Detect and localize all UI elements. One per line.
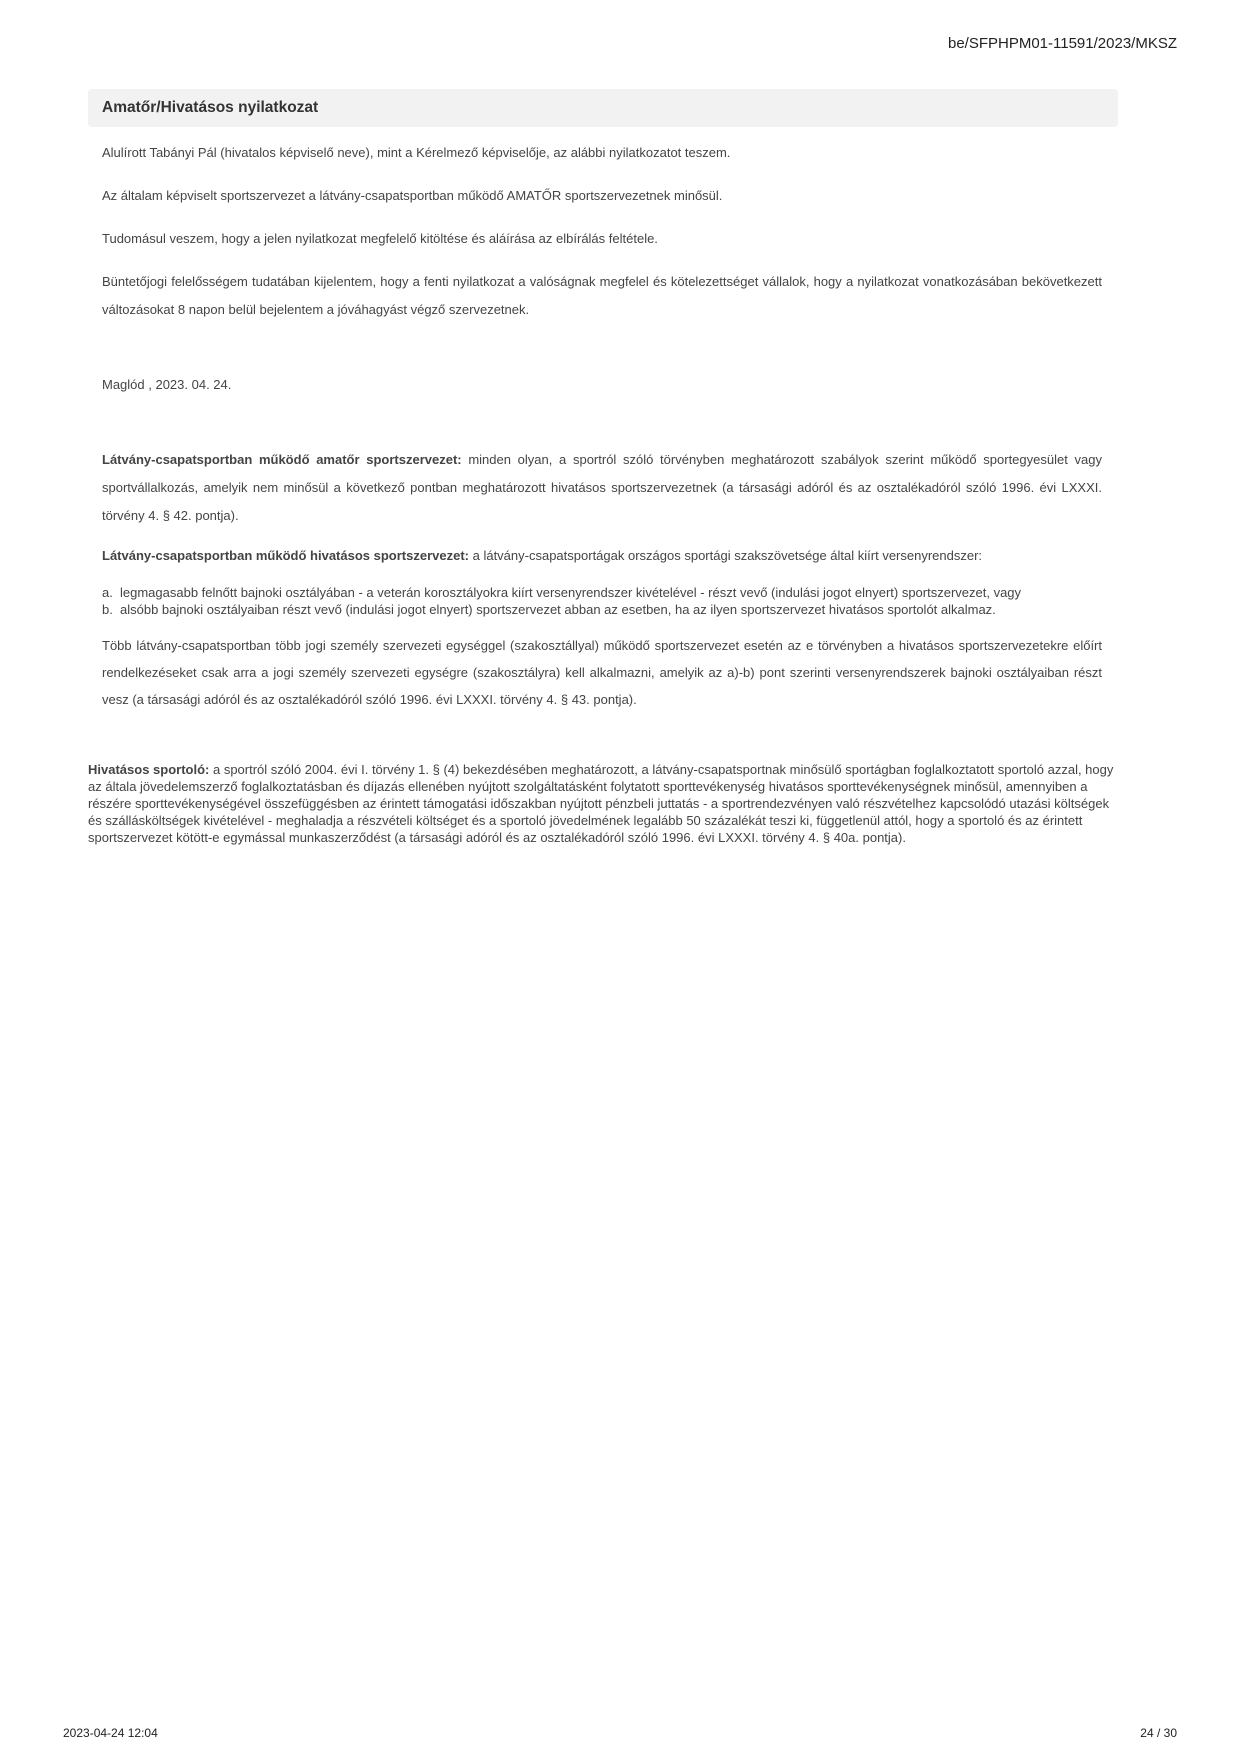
definition-professional-text: a látvány-csapatsportágak országos sportági szakszövetsége által kiírt versenyrendszer:	[469, 548, 983, 563]
definition-amateur	[102, 446, 1102, 530]
list-marker: b.	[102, 602, 113, 617]
footer-page-number: 24 / 30	[1140, 1726, 1177, 1740]
list-item	[102, 584, 1102, 601]
footer-timestamp: 2023-04-24 12:04	[63, 1726, 158, 1740]
statement-amateur-status: Az általam képviselt sportszervezet a látvány-csapatsportban működő AMATŐR sportszervezetnek minősül.	[102, 188, 723, 203]
section-title: Amatőr/Hivatásos nyilatkozat	[102, 99, 319, 116]
list-marker: a.	[102, 585, 113, 600]
place-and-date: Maglód , 2023. 04. 24.	[102, 377, 232, 392]
definition-athlete-term: Hivatásos sportoló:	[88, 762, 210, 777]
statement-acknowledgement: Tudomásul veszem, hogy a jelen nyilatkozat megfelelő kitöltése és aláírása az elbírálás feltétele.	[102, 231, 658, 246]
section-header	[88, 89, 1118, 127]
definition-athlete-text: a sportról szóló 2004. évi I. törvény 1. § (4) bekezdésében meghatározott, a látvány-csapatsportnak minősülő sportágban foglalkoztatott sportoló azzal, hogy az általa jövedelemszerző foglalkoztatásban és díjazás ellenében nyújtott szolgáltatásként folytatott sporttevékenység hivatásos sporttevékenységnek minősül, amennyiben a részére sporttevékenységével összefüggésben az érintett támogatási időszakban nyújtott pénzbeli juttatás - a sportrendezvényen való részvételhez kapcsolódó utazási költségek és szállásköltségek kivételével - meghaladja a részvételi költséget és a sportoló jövedelmének legalább 50 százalékát teszi ki, függetlenül attól, hogy a sportoló és az érintett sportszervezet kötött-e egymással munkaszerződést (a társasági adóról és az osztalékadóról szóló 1996. évi LXXXI. törvény 4. § 40a. pontja).	[88, 762, 1114, 845]
document-reference: be/SFPHPM01-11591/2023/MKSZ	[947, 35, 1177, 52]
definition-multi-unit: Több látvány-csapatsportban több jogi személy szervezeti egységgel (szakosztállyal) működő sportszervezet esetén az e törvényben a hivatásos sportszervezetekre előírt rendelkezéseket csak arra a jogi személy szervezeti egységre (szakosztályra) kell alkalmazni, amelyik az a)-b) pont szerinti versenyrendszerek bajnoki osztályaiban részt vesz (a társasági adóról és az osztalékadóról szóló 1996. évi LXXXI. törvény 4. § 43. pontja).	[102, 638, 1102, 707]
definition-professional-athlete	[88, 761, 1118, 846]
list-item-text: legmagasabb felnőtt bajnoki osztályában - a veterán korosztályokra kiírt versenyrendszer kivételével - részt vevő (indulási jogot elnyert) sportszervezet, vagy	[120, 585, 1022, 600]
professional-criteria-list	[102, 584, 1102, 618]
definition-amateur-text: minden olyan, a sportról szóló törvényben meghatározott szabályok szerint működő sportegyesület vagy sportvállalkozás, amelyik nem minősül a következő pontban meghatározott hivatásos sportszervezetnek (a társasági adóról és az osztalékadóról szóló 1996. évi LXXXI. törvény 4. § 42. pontja).	[102, 452, 1102, 523]
definition-professional	[102, 548, 1102, 563]
statement-representative: Alulírott Tabányi Pál (hivatalos képviselő neve), mint a Kérelmező képviselője, az alábbi nyilatkozatot teszem.	[102, 145, 731, 160]
list-item-text: alsóbb bajnoki osztályaiban részt vevő (indulási jogot elnyert) sportszervezet abban az esetben, ha az ilyen sportszervezet hivatásos sportolót alkalmaz.	[120, 602, 996, 617]
list-item	[102, 601, 1102, 618]
statement-liability: Büntetőjogi felelősségem tudatában kijelentem, hogy a fenti nyilatkozat a valóságnak megfelel és kötelezettséget vállalok, hogy a nyilatkozat vonatkozásában bekövetkezett változásokat 8 napon belül bejelentem a jóváhagyást végző szervezetnek.	[102, 274, 1102, 317]
definition-professional-term: Látvány-csapatsportban működő hivatásos sportszervezet:	[102, 548, 469, 563]
definition-amateur-term: Látvány-csapatsportban működő amatőr sportszervezet:	[102, 452, 462, 467]
